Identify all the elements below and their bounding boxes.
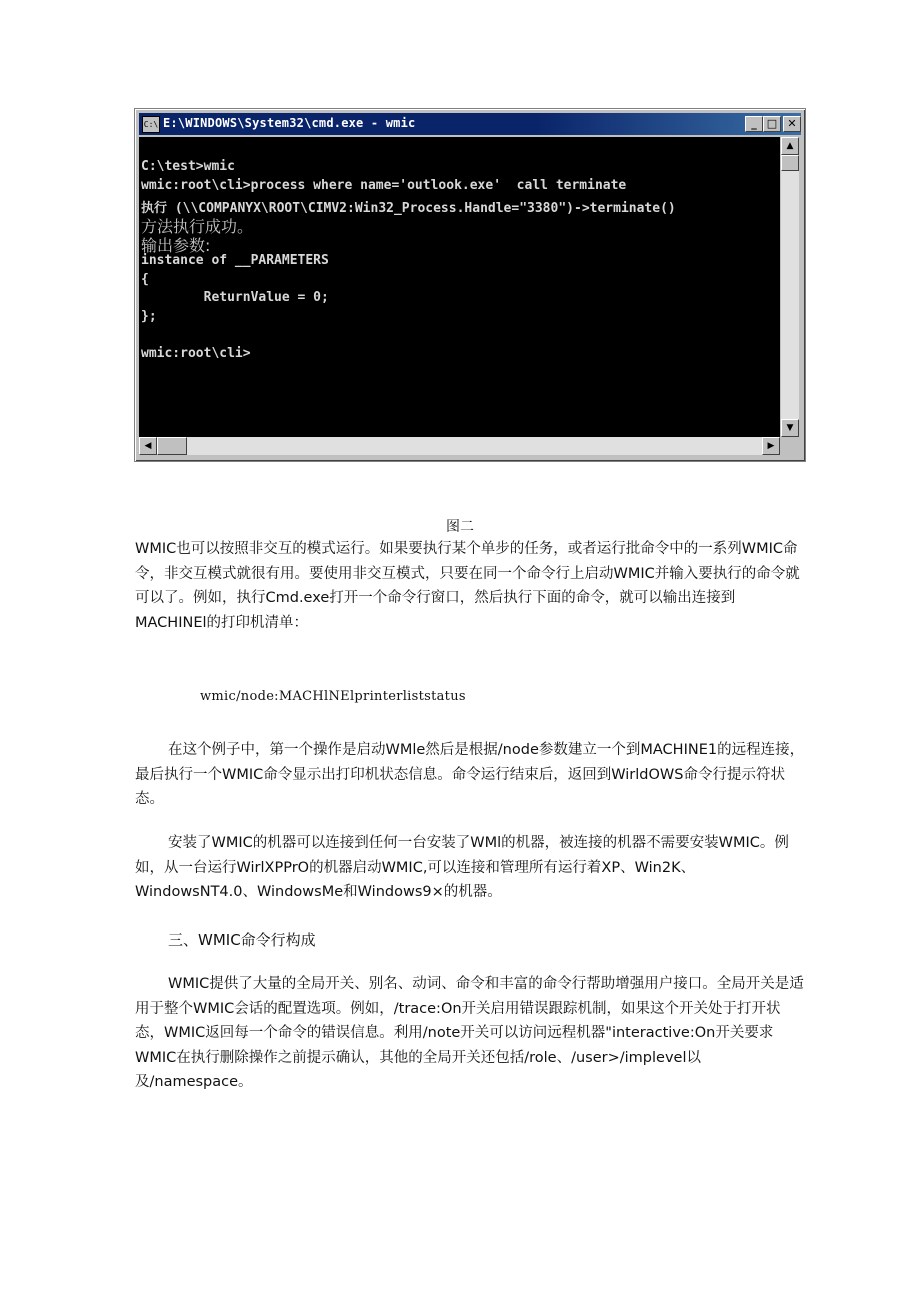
paragraph-global-switches: WMIC提供了大量的全局开关、别名、动词、命令和丰富的命令行帮助增强用户接口。全局开关是适用于整个WMIC会话的配置选项。例如，/trace:On开关启用错误跟踪机制，如果这个开关处于打开状态，WMIC返回每一个命令的错误信息。利用/note开关可以访问远程机器"interactive:On开关要求WMIC在执行删除操作之前提示确认，其他的全局开关还包括/role、/user>/implevel以及/namespace。 — [135, 976, 804, 1090]
scroll-right-icon[interactable]: ▶ — [762, 437, 780, 455]
console-line: 输出参数: — [141, 236, 211, 255]
scroll-left-icon[interactable]: ◀ — [139, 437, 157, 455]
horizontal-scrollbar[interactable] — [139, 437, 780, 455]
console-line: }; — [141, 309, 157, 324]
figure-caption: 图二 — [446, 519, 474, 535]
scrollbar-corner — [781, 437, 799, 455]
paragraph-remote-connection: 安装了WMIC的机器可以连接到任何一台安装了WMl的机器，被连接的机器不需要安装WMIC。例如，从一台运行WirlXPPrO的机器启动WMIC,可以连接和管理所有运行着XP、Win2K、WindowsNT4.0、WindowsMe和Windows9×的机器。 — [135, 835, 789, 900]
console-line: wmic:root\cli>process where name='outlook.exe' call terminate — [141, 178, 627, 193]
cmd-icon: C:\ — [142, 116, 160, 133]
minimize-button[interactable]: _ — [745, 116, 763, 132]
vertical-scrollbar[interactable] — [781, 137, 799, 437]
console-line: 方法执行成功。 — [141, 217, 254, 236]
section-heading: 三、WMIC命令行构成 — [168, 931, 316, 949]
console-line: { — [141, 272, 149, 287]
paragraph-non-interactive-mode: WMIC也可以按照非交互的模式运行。如果要执行某个单步的任务，或者运行批命令中的一系列WMIC命令，非交互模式就很有用。要使用非交互模式，只要在同一个命令行上启动WMIC并输入要执行的命令就可以了。例如，执行Cmd.exe打开一个命令行窗口，然后执行下面的命令，就可以输出连接到MACHINEl的打印机清单： — [135, 541, 800, 631]
console-line: wmic:root\cli> — [141, 346, 251, 361]
code-example: wmic/node:MACHlNElprinterliststatus — [200, 689, 466, 704]
title-bar — [139, 113, 801, 135]
console-line: 执行 (\\COMPANYX\ROOT\CIMV2:Win32_Process.Handle="3380")->terminate() — [141, 201, 676, 216]
maximize-button[interactable]: □ — [763, 116, 781, 132]
window-title: E:\WINDOWS\System32\cmd.exe - wmic — [163, 116, 416, 130]
scroll-thumb[interactable] — [157, 437, 187, 455]
scroll-thumb[interactable] — [781, 155, 799, 171]
scroll-down-icon[interactable]: ▼ — [781, 419, 799, 437]
scroll-up-icon[interactable]: ▲ — [781, 137, 799, 155]
console-line: instance of __PARAMETERS — [141, 253, 329, 268]
console-line: ReturnValue = 0; — [141, 290, 329, 305]
console-output — [139, 137, 780, 437]
console-line: C:\test>wmic — [141, 159, 235, 174]
console-window — [134, 108, 806, 462]
paragraph-example-explanation: 在这个例子中，第一个操作是启动WMle然后是根据/node参数建立一个到MACHINE1的远程连接，最后执行一个WMIC命令显示出打印机状态信息。命令运行结束后，返回到WirldOWS命令行提示符状态。 — [135, 742, 805, 807]
close-button[interactable]: ✕ — [783, 116, 801, 132]
